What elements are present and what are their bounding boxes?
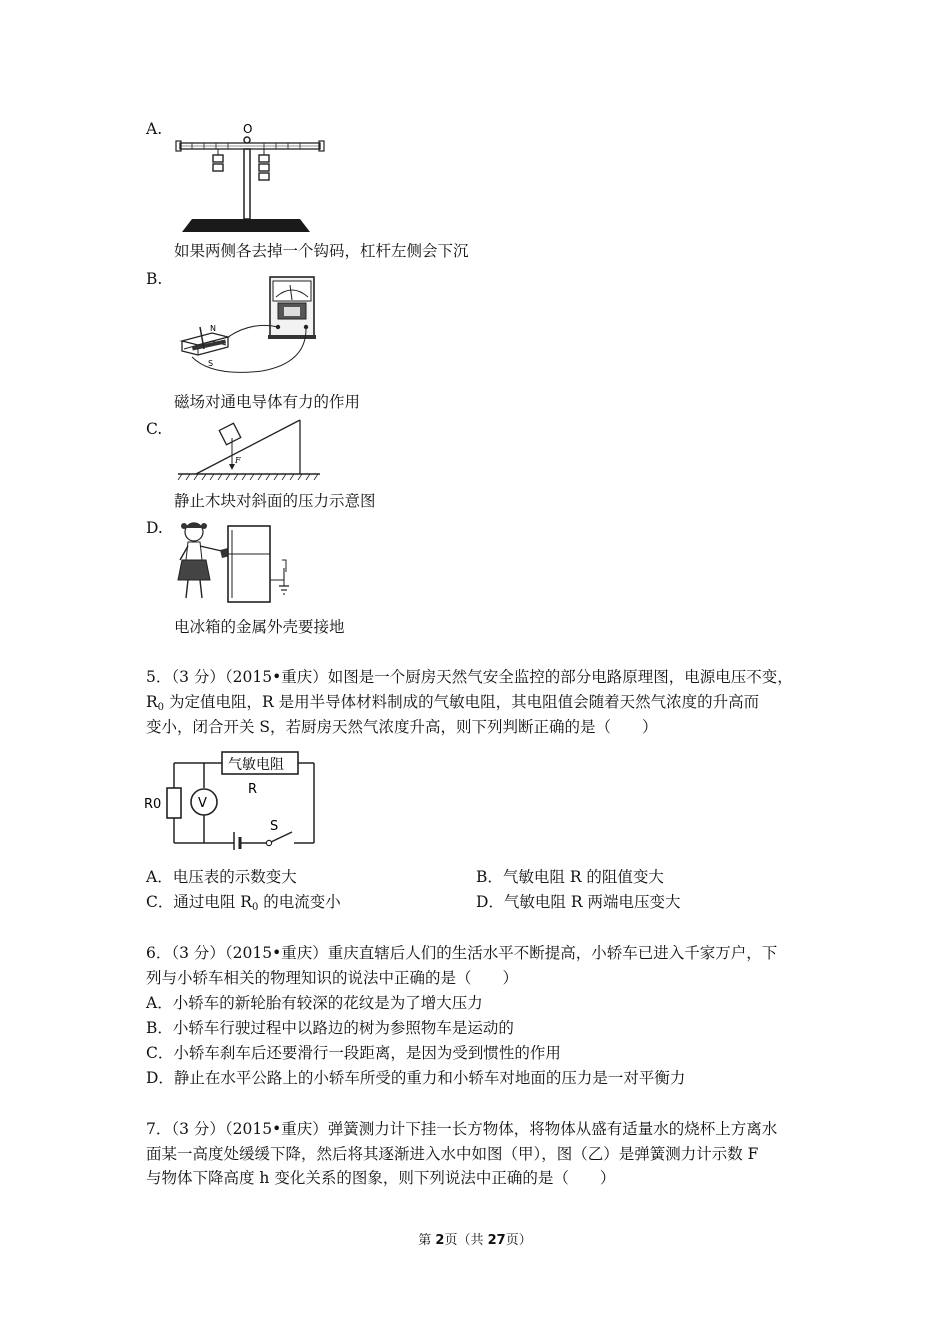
magnet-north-label: N xyxy=(210,324,216,333)
incline-figure xyxy=(174,418,324,484)
option-c-caption: 静止木块对斜面的压力示意图 xyxy=(174,492,376,510)
lever-pivot-label: O xyxy=(243,122,253,136)
q6-stem-line2: 列与小轿车相关的物理知识的说法中正确的是（ ） xyxy=(146,969,519,987)
magnet-south-label: S xyxy=(208,359,214,368)
magnet-circuit-figure xyxy=(172,271,322,383)
page-footer: 第 2页（共 27页） xyxy=(418,1233,532,1248)
q5-option-b: B．气敏电阻 R 的阻值变大 xyxy=(476,868,664,886)
r0-label: R0 xyxy=(144,797,162,812)
gas-sensor-circuit xyxy=(142,746,322,850)
q6-stem-line1: 6．（3 分）（2015•重庆）重庆直辖后人们的生活水平不断提高，小轿车已进入千家万户，下 xyxy=(146,944,778,962)
option-b-caption: 磁场对通电导体有力的作用 xyxy=(174,393,361,411)
option-c-letter: C. xyxy=(146,420,163,438)
sensor-label: 气敏电阻 xyxy=(228,757,284,773)
option-d-caption: 电冰箱的金属外壳要接地 xyxy=(174,618,345,636)
q5-stem-line3: 变小，闭合开关 S，若厨房天然气浓度升高，则下列判断正确的是（ ） xyxy=(146,718,658,736)
q7-stem-line1: 7．（3 分）（2015•重庆）弹簧测力计下挂一长方物体，将物体从盛有适量水的烧杯上方离水 xyxy=(146,1120,778,1138)
option-b-letter: B. xyxy=(146,270,163,288)
q6-option-b: B．小轿车行驶过程中以路边的树为参照物车是运动的 xyxy=(146,1019,514,1037)
q6-option-c: C．小轿车刹车后还要滑行一段距离，是因为受到惯性的作用 xyxy=(146,1044,561,1062)
q5-stem-line2: $R_0$ 为定值电阻，R 是用半导体材料制成的气敏电阻，其电阻值会随着天然气浓度的升高而 xyxy=(146,693,760,713)
fridge-grounding-figure xyxy=(176,520,300,606)
voltmeter-label: V xyxy=(198,796,207,811)
q5-stem-line1: 5．（3 分）（2015•重庆）如图是一个厨房天然气安全监控的部分电路原理图，电源电压不变， xyxy=(146,668,793,686)
q5-option-a: A．电压表的示数变大 xyxy=(146,868,297,886)
q7-stem-line3: 与物体下降高度 h 变化关系的图象，则下列说法中正确的是（ ） xyxy=(146,1169,616,1187)
option-a-letter: A. xyxy=(146,120,163,138)
r-label: R xyxy=(248,782,258,797)
force-label: F xyxy=(235,456,241,465)
switch-label: S xyxy=(270,819,279,834)
lever-figure xyxy=(168,118,328,234)
q5-option-c: C．通过电阻 $R_0$ 的电流变小 xyxy=(146,893,341,913)
q7-stem-line2: 面某一高度处缓缓下降，然后将其逐渐进入水中如图（甲），图（乙）是弹簧测力计示数 F xyxy=(146,1145,759,1163)
option-a-caption: 如果两侧各去掉一个钩码，杠杆左侧会下沉 xyxy=(174,242,469,260)
option-d-letter: D. xyxy=(146,519,163,537)
q5-option-d: D．气敏电阻 R 两端电压变大 xyxy=(476,893,681,911)
q6-option-d: D．静止在水平公路上的小轿车所受的重力和小轿车对地面的压力是一对平衡力 xyxy=(146,1069,686,1087)
q6-option-a: A．小轿车的新轮胎有较深的花纹是为了增大压力 xyxy=(146,994,483,1012)
